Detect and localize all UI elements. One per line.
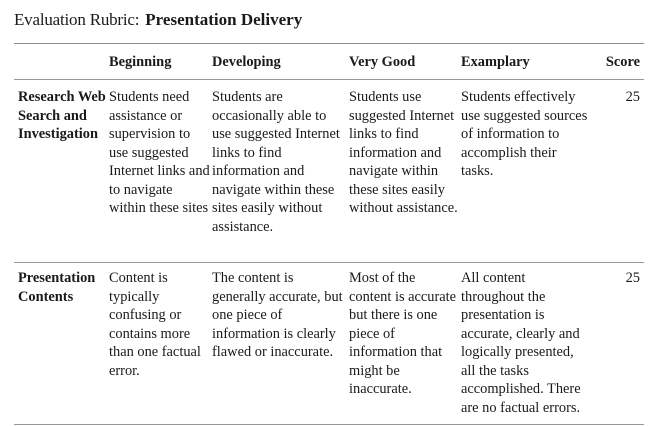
header-beginning: Beginning [109,54,172,70]
criteria-cell: Presentation Contents [18,270,96,305]
header-developing: Developing [212,54,281,70]
title-label: Evaluation Rubric: [14,10,140,29]
bottom-rule [14,424,644,425]
very-good-cell: Students use suggested Internet links to find information and navigate within these sites easily without assistance. [349,89,458,216]
criteria-cell: Research Web Search and Investigation [18,89,106,142]
document-title [14,10,302,30]
very-good-cell: Most of the content is accurate but there is one piece of information that might be inaccurate. [349,270,457,397]
header-very-good: Very Good [349,54,416,70]
beginning-cell: Students need assistance or supervision to use suggested Internet links and to navigate within these sites [109,89,210,216]
title-topic: Presentation Delivery [145,10,303,29]
examplary-cell: All content throughout the presentation is accurate, clearly and logically presented, all the tasks accomplished. There are no factual errors. [461,270,581,416]
score-cell: 25 [625,270,640,286]
header-score: Score [605,54,640,70]
examplary-cell: Students effectively use suggested sources of information to accomplish their tasks. [461,89,588,179]
beginning-cell: Content is typically confusing or contains more than one factual error. [109,270,201,379]
score-cell: 25 [625,89,640,105]
header-criteria [14,44,109,79]
developing-cell: The content is generally accurate, but one piece of information is clearly flawed or inaccurate. [212,270,343,360]
header-examplary: Examplary [461,54,530,70]
rubric-table [14,44,644,424]
table-row [14,79,644,262]
header-row [14,44,644,79]
table-row [14,262,644,424]
developing-cell: Students are occasionally able to use suggested Internet links to find information and navigate within these sites easily without assistance. [212,89,340,235]
